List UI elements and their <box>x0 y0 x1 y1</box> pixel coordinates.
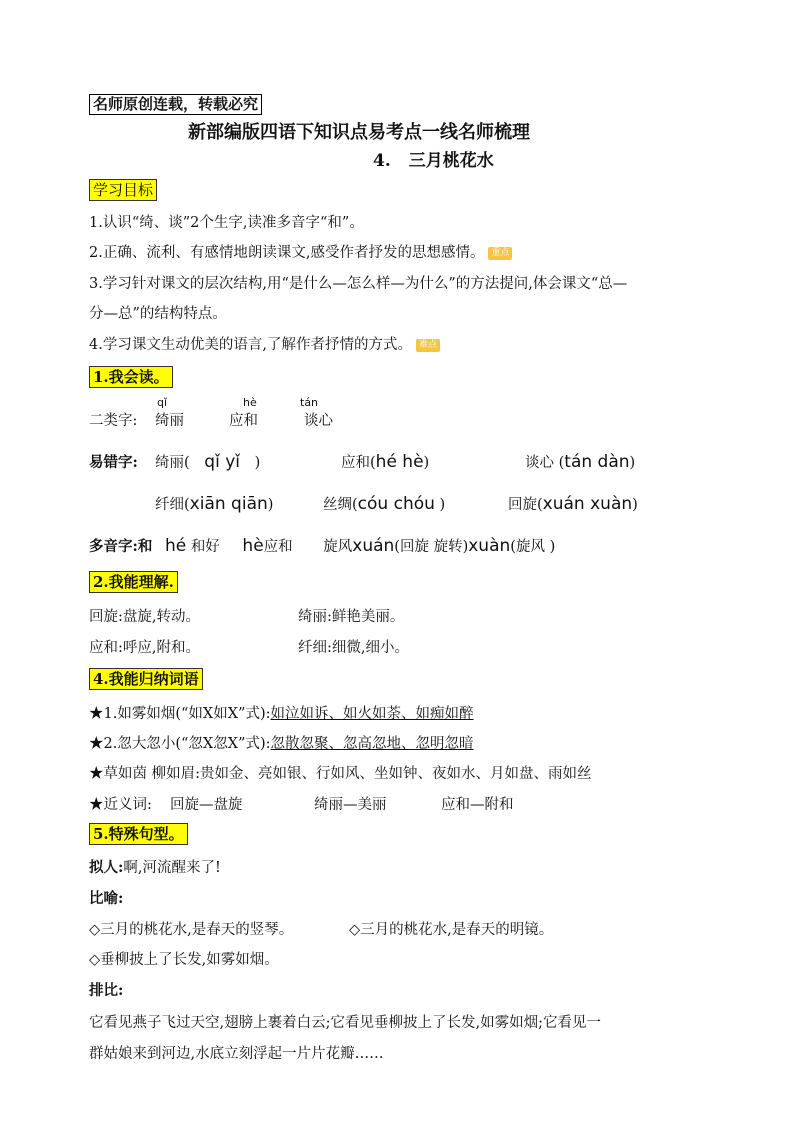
duoyinzi-line: 多音字:和 hé 和好 hè应和 旋风xuán(回旋 旋转)xuàn(旋风 ) <box>89 536 556 556</box>
goal-item-1: 1.认识“绮、谈”2个生字,读准多音字“和”。 <box>89 215 364 231</box>
yicuozi-5: 丝绸(cóu chóu ) <box>323 494 446 514</box>
yicuozi-4: 纤细(xiān qiān) <box>155 494 274 514</box>
metaphor-1a: ◇三月的桃花水,是春天的竖琴。 <box>89 922 294 938</box>
erleizi-word-2: 应和 <box>229 413 258 429</box>
lesson-number: 4. <box>373 151 391 171</box>
metaphor-label: 比喻: <box>89 890 124 907</box>
copyright-notice: 名师原创连载，转载必究 <box>89 94 262 115</box>
synonyms-label: ★近义词: <box>89 797 152 813</box>
synonym-3: 应和—附和 <box>441 797 514 813</box>
goal-item-4: 4.学习课文生动优美的语言,了解作者抒情的方式。 难点 <box>89 333 440 354</box>
metaphor-1b: ◇三月的桃花水,是春天的明镜。 <box>349 922 554 938</box>
key-point-tag: 重点 <box>488 247 512 260</box>
summarize-item-1: ★1.如雾如烟(“如X如X”式):如泣如诉、如火如荼、如痴如醉 <box>89 706 474 722</box>
document-title: 新部编版四语下知识点易考点一线名师梳理 <box>188 122 530 143</box>
understand-item-4: 纤细:细微,细小。 <box>298 640 409 656</box>
difficult-point-tag: 难点 <box>416 339 440 352</box>
goal-item-2: 2.正确、流利、有感情地朗读课文,感受作者抒发的思想感情。 重点 <box>89 241 512 262</box>
synonym-1: 回旋—盘旋 <box>170 797 243 813</box>
erleizi-word-1: 绮丽 <box>155 413 184 429</box>
goals-heading: 学习目标 <box>89 179 157 201</box>
pinyin-he: hè <box>243 396 257 409</box>
understand-item-2: 绮丽:鲜艳美丽。 <box>298 609 405 625</box>
yicuozi-3: 谈心 (tán dàn) <box>525 452 636 472</box>
read-heading: 1.我会读。 <box>89 366 173 388</box>
parallel-line-2: 群姑娘来到河边,水底立刻浮起一片片花瓣…… <box>89 1046 384 1062</box>
lesson-title <box>373 146 494 171</box>
goal-item-3-cont: 分—总”的结构特点。 <box>89 306 227 322</box>
yicuozi-1: 绮丽( qǐ yǐ ) <box>155 452 261 472</box>
metaphor-2: ◇垂柳披上了长发,如雾如烟。 <box>89 952 279 968</box>
lesson-name: 三月桃花水 <box>408 151 494 171</box>
erleizi-label: 二类字: <box>89 413 138 429</box>
pinyin-qi: qǐ <box>157 396 168 409</box>
yicuozi-label: 易错字: <box>89 454 138 471</box>
understand-heading: 2.我能理解. <box>89 571 178 593</box>
pinyin-tan: tán <box>300 396 319 409</box>
summarize-heading: 4.我能归纳词语 <box>89 668 203 690</box>
parallel-line-1: 它看见燕子飞过天空,翅膀上裹着白云;它看见垂柳披上了长发,如雾如烟;它看见一 <box>89 1015 601 1031</box>
personification-line: 拟人:啊,河流醒来了! <box>89 859 221 876</box>
parallel-label: 排比: <box>89 982 124 999</box>
summarize-item-3: ★草如茵 柳如眉:贵如金、亮如银、行如风、坐如钟、夜如水、月如盘、雨如丝 <box>89 766 592 782</box>
understand-item-3: 应和:呼应,附和。 <box>89 640 200 656</box>
understand-item-1: 回旋:盘旋,转动。 <box>89 609 200 625</box>
yicuozi-2: 应和(hé hè) <box>341 452 430 472</box>
sentences-heading: 5.特殊句型。 <box>89 823 188 845</box>
yicuozi-6: 回旋(xuán xuàn) <box>508 494 638 514</box>
erleizi-word-3: 谈心 <box>304 413 333 429</box>
summarize-item-2: ★2.忽大忽小(“忽X忽X”式):忽散忽聚、忽高忽地、忽明忽暗 <box>89 736 474 752</box>
goal-item-3: 3.学习针对课文的层次结构,用“是什么—怎么样—为什么”的方法提问,体会课文“总— <box>89 276 628 292</box>
synonym-2: 绮丽—美丽 <box>314 797 387 813</box>
